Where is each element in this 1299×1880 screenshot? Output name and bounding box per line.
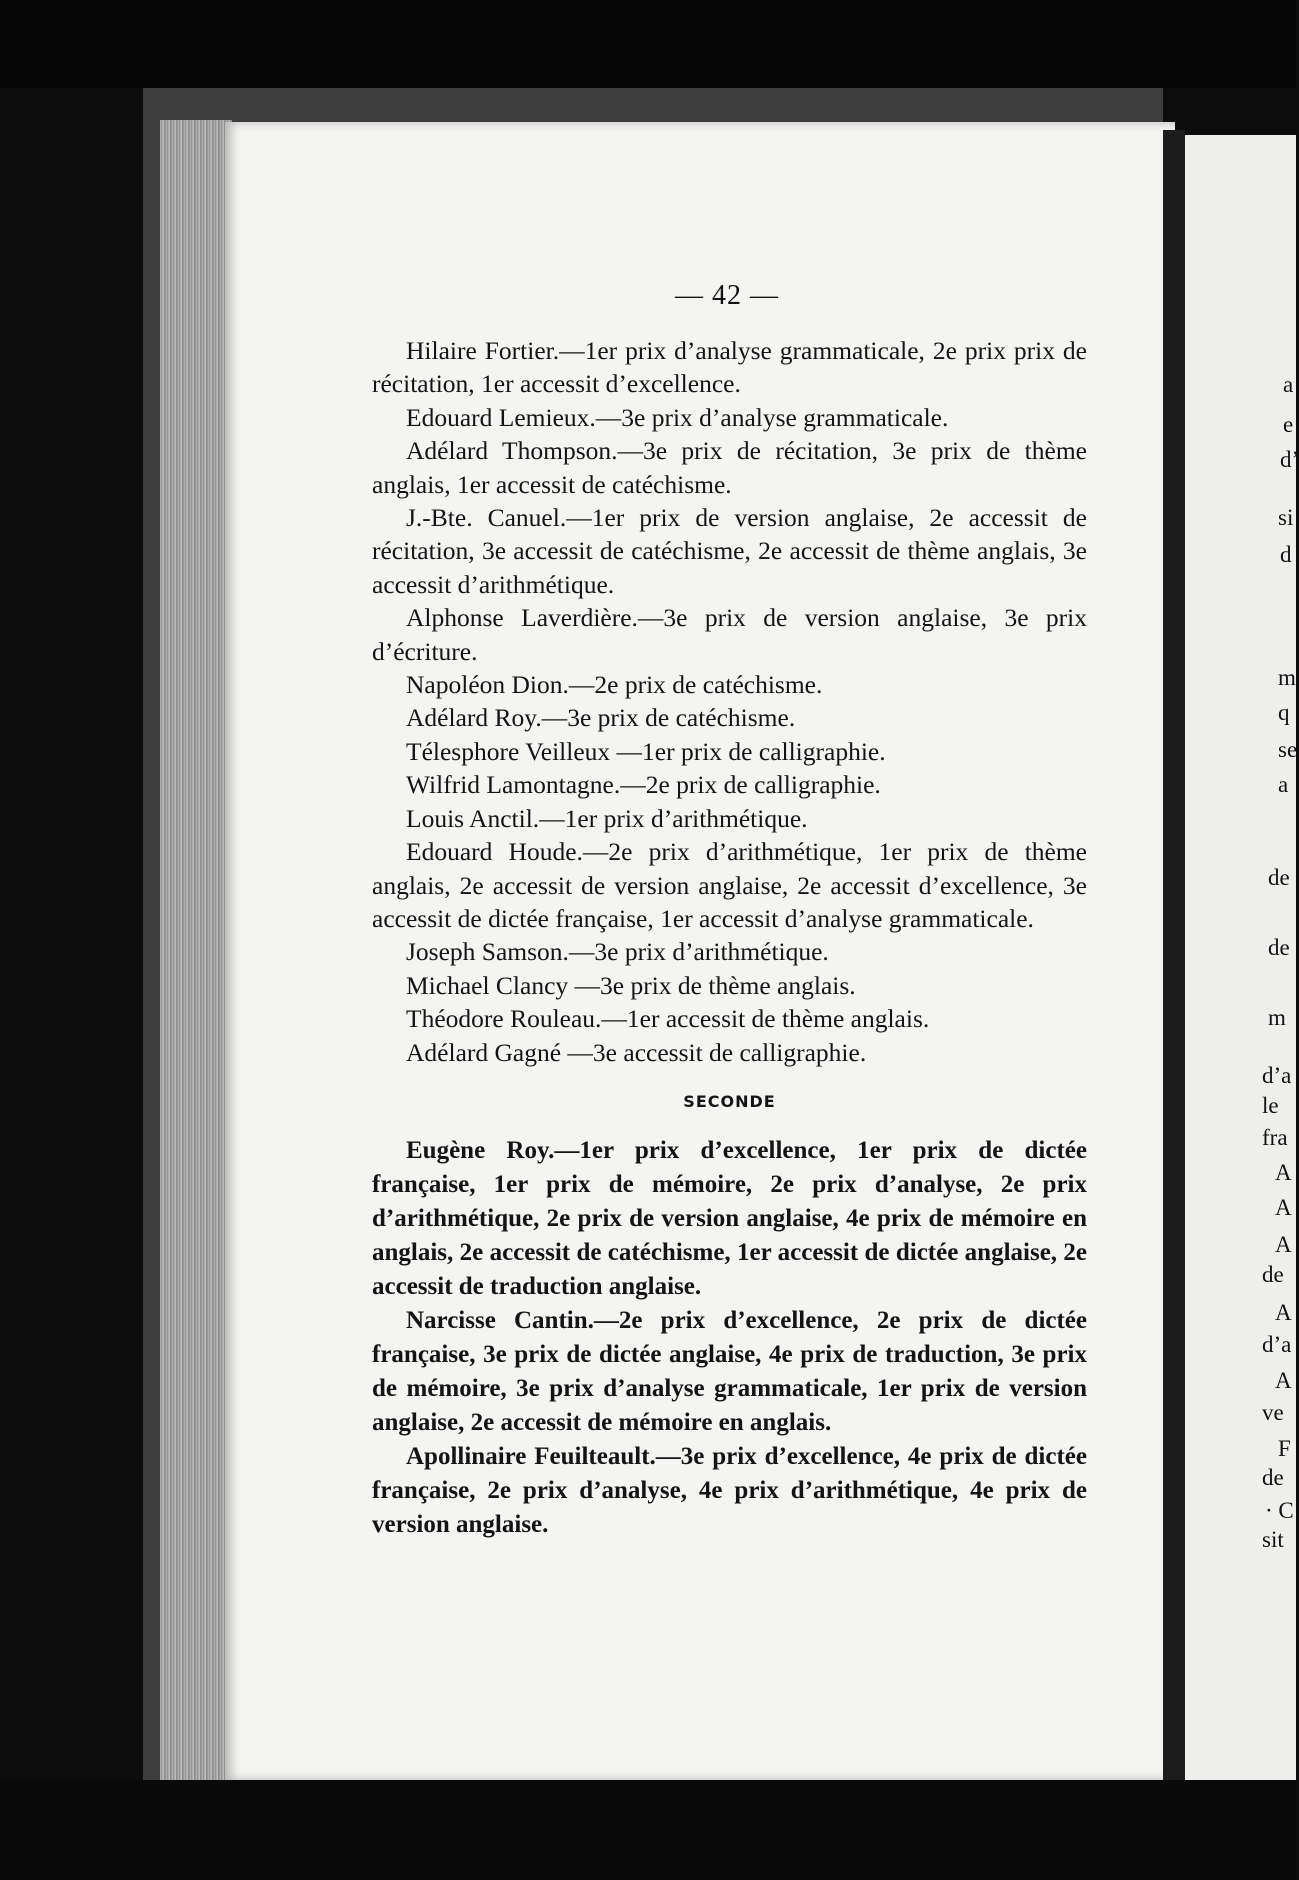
facing-page-fragment: d’ bbox=[1280, 447, 1299, 472]
prize-entry: Michael Clancy —3e prix de thème anglais. bbox=[406, 970, 856, 1000]
page-stack-edge bbox=[160, 120, 232, 1780]
section-heading: SECONDE bbox=[683, 1091, 776, 1111]
facing-page-fragment: e bbox=[1283, 412, 1294, 437]
prize-entry: Alphonse Laverdière.—3e prix de version anglaise, 3e prix d’écriture. bbox=[372, 603, 1087, 666]
facing-page-fragment: F bbox=[1278, 1436, 1291, 1461]
prize-entry: Théodore Rouleau.—1er accessit de thème anglais. bbox=[406, 1004, 930, 1034]
facing-page-fragment: ve bbox=[1262, 1400, 1284, 1425]
page-text bbox=[372, 334, 1087, 1542]
facing-page-fragment: A bbox=[1275, 1368, 1292, 1393]
facing-page-fragment: A bbox=[1275, 1160, 1292, 1185]
prize-list-top bbox=[372, 334, 1087, 1069]
facing-page-fragment: m bbox=[1268, 1005, 1286, 1030]
facing-page-fragment: m bbox=[1278, 665, 1296, 690]
prize-entry: Edouard Houde.—2e prix d’arithmétique, 1er prix de thème anglais, 2e accessit de version anglaise, 2e accessit d’excellence, 3e accessit de dictée française, 1er accessit d’analyse grammaticale. bbox=[372, 837, 1087, 933]
scan-bottom-border bbox=[0, 1780, 1296, 1880]
prize-entry: Adélard Roy.—3e prix de catéchisme. bbox=[406, 703, 796, 733]
facing-page-fragment: a bbox=[1278, 772, 1289, 797]
facing-page-fragment: de bbox=[1268, 935, 1290, 960]
facing-page-fragment: d’a bbox=[1262, 1063, 1292, 1088]
facing-page-fragment: sit bbox=[1262, 1527, 1284, 1552]
facing-page-fragment: si bbox=[1278, 505, 1294, 530]
facing-page-fragment: d’a bbox=[1262, 1332, 1292, 1357]
page-number: — 42 — bbox=[675, 280, 779, 311]
prize-list-seconde bbox=[372, 1134, 1087, 1542]
facing-page-fragment: A bbox=[1275, 1232, 1292, 1257]
facing-page-fragment: de bbox=[1268, 865, 1290, 890]
prize-entry: Joseph Samson.—3e prix d’arithmétique. bbox=[406, 937, 829, 967]
facing-page-fragment: A bbox=[1275, 1300, 1292, 1325]
prize-entry: Apollinaire Feuilteault.—3e prix d’excellence, 4e prix de dictée française, 2e prix d’analyse, 4e prix d’arithmétique, 4e prix de version anglaise. bbox=[372, 1443, 1087, 1539]
prize-entry: Wilfrid Lamontagne.—2e prix de calligraphie. bbox=[406, 770, 881, 800]
prize-entry: Adélard Thompson.—3e prix de récitation, 3e prix de thème anglais, 1er accessit de catéchisme. bbox=[372, 436, 1087, 499]
facing-page-fragment: le bbox=[1262, 1093, 1279, 1118]
prize-entry: Adélard Gagné —3e accessit de calligraphie. bbox=[406, 1037, 867, 1067]
prize-entry: Eugène Roy.—1er prix d’excellence, 1er prix de dictée française, 1er prix de mémoire, 2e prix d’analyse, 2e prix d’arithmétique, 2e prix de version anglaise, 4e prix de mémoire en anglais, 2e accessit de catéchisme, 1er accessit de dictée anglaise, 2e accessit de traduction anglaise. bbox=[372, 1137, 1087, 1301]
book-gutter bbox=[1163, 130, 1185, 1780]
prize-entry: J.-Bte. Canuel.—1er prix de version anglaise, 2e accessit de récitation, 3e accessit de catéchisme, 2e accessit de thème anglais, 3e accessit d’arithmétique. bbox=[372, 503, 1087, 599]
facing-page-fragment: de bbox=[1262, 1262, 1284, 1287]
facing-page-fragment: q bbox=[1278, 700, 1290, 725]
prize-entry: Narcisse Cantin.—2e prix d’excellence, 2e prix de dictée française, 3e prix de dictée anglaise, 4e prix de traduction, 3e prix de mémoire, 3e prix d’analyse grammaticale, 1er prix de version anglaise, 2e accessit de mémoire en anglais. bbox=[372, 1307, 1087, 1437]
facing-page-fragment: a bbox=[1283, 372, 1294, 397]
facing-page-fragment: de bbox=[1262, 1465, 1284, 1490]
facing-page-fragment: d bbox=[1280, 542, 1292, 567]
prize-entry: Edouard Lemieux.—3e prix d’analyse grammaticale. bbox=[406, 402, 949, 432]
facing-page-fragment: fra bbox=[1262, 1125, 1288, 1150]
prize-entry: Télesphore Veilleux —1er prix de calligraphie. bbox=[406, 736, 886, 766]
facing-page-fragment: · C bbox=[1265, 1498, 1294, 1523]
facing-page-fragment: A bbox=[1275, 1195, 1292, 1220]
facing-page-fragment: se bbox=[1278, 737, 1298, 762]
scan-top-border bbox=[0, 0, 1296, 88]
prize-entry: Hilaire Fortier.—1er prix d’analyse grammaticale, 2e prix prix de récitation, 1er accessit d’excellence. bbox=[372, 336, 1087, 399]
prize-entry: Napoléon Dion.—2e prix de catéchisme. bbox=[406, 670, 823, 700]
prize-entry: Louis Anctil.—1er prix d’arithmétique. bbox=[406, 803, 808, 833]
